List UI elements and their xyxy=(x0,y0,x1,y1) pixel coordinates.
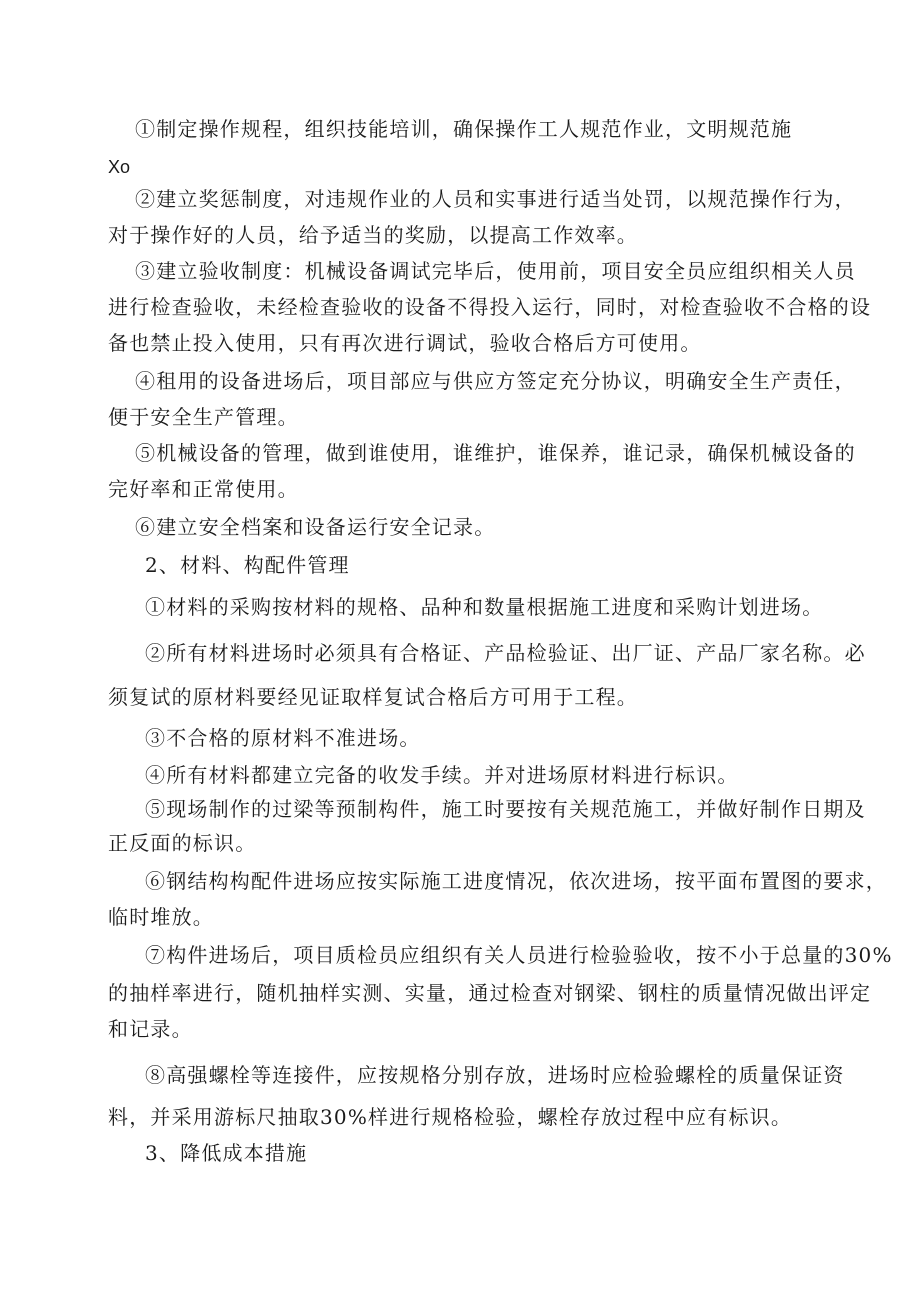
paragraph-line: 进行检查验收，未经检查验收的设备不得投入运行，同时，对检查验收不合格的设 xyxy=(108,295,872,319)
paragraph-line: ⑥钢结构构配件进场应按实际施工进度情况，依次进场，按平面布置图的要求， xyxy=(145,869,887,893)
paragraph-line: 对于操作好的人员，给予适当的奖励，以提高工作效率。 xyxy=(108,223,638,247)
paragraph-line: 完好率和正常使用。 xyxy=(108,477,299,501)
paragraph-line: ⑦构件进场后，项目质检员应组织有关人员进行检验验收，按不小于总量的30% xyxy=(145,943,893,967)
paragraph-line: ①制定操作规程，组织技能培训，确保操作工人规范作业，文明规范施 xyxy=(135,117,793,141)
paragraph-line: 料，并采用游标尺抽取30%样进行规格检验，螺栓存放过程中应有标识。 xyxy=(108,1105,793,1129)
paragraph-line: Xo xyxy=(108,157,131,177)
paragraph-line: 便于安全生产管理。 xyxy=(108,405,299,429)
paragraph-line: ③不合格的原材料不准进场。 xyxy=(145,726,421,750)
paragraph-line: 和记录。 xyxy=(108,1017,193,1041)
section-heading: 2、材料、构配件管理 xyxy=(145,553,350,577)
paragraph-line: ④所有材料都建立完备的收发手续。并对进场原材料进行标识。 xyxy=(145,763,739,787)
paragraph-line: ②建立奖惩制度，对违规作业的人员和实事进行适当处罚，以规范操作行为， xyxy=(135,187,856,211)
paragraph-line: ⑤机械设备的管理，做到谁使用，谁维护，谁保养，谁记录，确保机械设备的 xyxy=(135,441,856,465)
paragraph-line: ⑥建立安全档案和设备运行安全记录。 xyxy=(135,515,496,539)
paragraph-line: 须复试的原材料要经见证取样复试合格后方可用于工程。 xyxy=(108,685,638,709)
paragraph-line: 备也禁止投入使用，只有再次进行调试，验收合格后方可使用。 xyxy=(108,331,702,355)
paragraph-line: ②所有材料进场时必须具有合格证、产品检验证、出厂证、产品厂家名称。必 xyxy=(145,641,866,665)
paragraph-line: ③建立验收制度：机械设备调试完毕后，使用前，项目安全员应组织相关人员 xyxy=(135,259,856,283)
paragraph-line: 临时堆放。 xyxy=(108,905,214,929)
paragraph-line: ④租用的设备进场后，项目部应与供应方签定充分协议，明确安全生产责任， xyxy=(135,369,856,393)
paragraph-line: ⑤现场制作的过梁等预制构件，施工时要按有关规范施工，并做好制作日期及 xyxy=(145,797,866,821)
paragraph-line: ①材料的采购按材料的规格、品种和数量根据施工进度和采购计划进场。 xyxy=(145,595,824,619)
section-heading: 3、降低成本措施 xyxy=(145,1141,308,1165)
paragraph-line: 正反面的标识。 xyxy=(108,831,257,855)
paragraph-line: 的抽样率进行，随机抽样实测、实量，通过检查对钢梁、钢柱的质量情况做出评定 xyxy=(108,981,872,1005)
paragraph-line: ⑧高强螺栓等连接件，应按规格分别存放，进场时应检验螺栓的质量保证资 xyxy=(145,1063,845,1087)
